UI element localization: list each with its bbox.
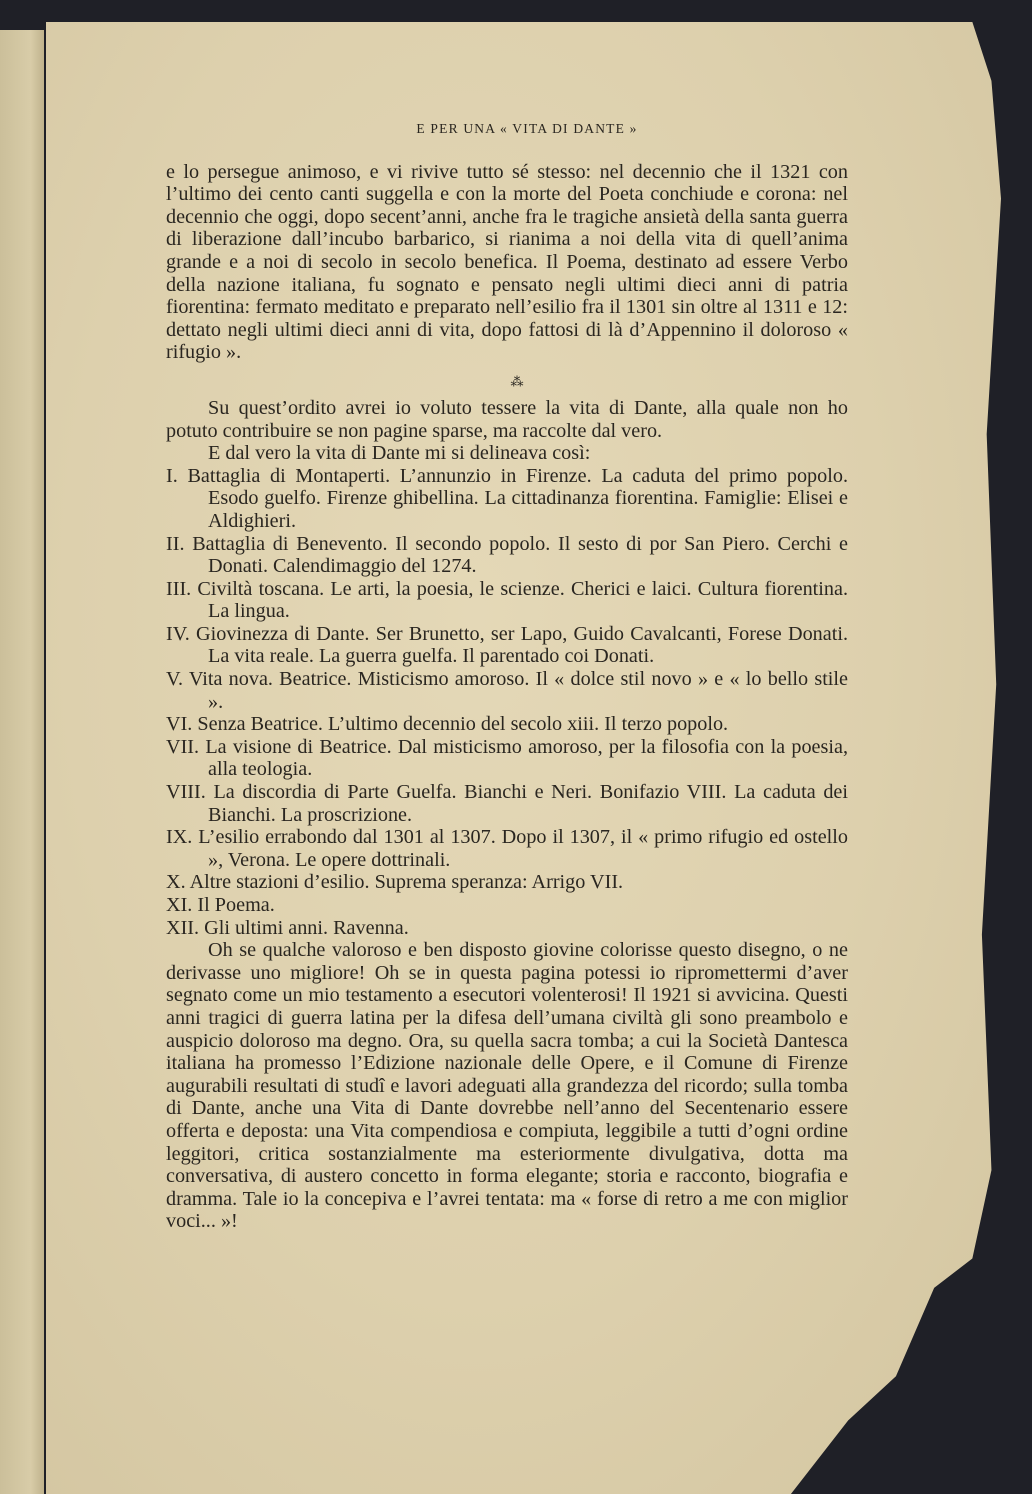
chapter-number: IV. [166, 622, 197, 645]
paragraph-1: e lo persegue animoso, e vi rivive tutto sé stesso: nel decennio che il 1321 con l’ultimo dei cento canti suggella e con la morte del Poeta conchiude e corona: nel decennio che oggi, dopo secent’anni, anche fra le tragiche ansietà della santa guerra di liberazione dall’incubo barbarico, si rianima a noi della vita di quell’anima grande e a noi di secolo in secolo benefica. Il Poema, destinato ad essere Verbo della nazione italiana, fu sognato e pensato negli ultimi dieci anni di patria fiorentina: fermato meditato e preparato nell’esilio fra il 1301 sin oltre al 1311 e 12: dettato negli ultimi dieci anni di vita, dopo fattosi di là d’Appennino il doloroso « rifugio ». [166, 160, 848, 364]
chapter-number: V. [166, 668, 189, 691]
chapter-number: IX. [166, 826, 199, 849]
chapter-text: Vita nova. Beatrice. Misticismo amoroso. Il « dolce stil novo » e « lo bello stile ». [188, 668, 848, 713]
list-item [166, 781, 848, 826]
list-item [166, 623, 848, 668]
list-item [166, 736, 848, 781]
list-item [166, 894, 848, 917]
list-item [166, 826, 848, 871]
facing-page-edge [0, 30, 44, 1494]
chapter-text: Giovinezza di Dante. Ser Brunetto, ser Lapo, Guido Cavalcanti, Forese Donati. La vita reale. La guerra guelfa. Il parentado coi Donati. [196, 622, 848, 668]
list-item [166, 713, 848, 736]
chapter-text: Il Poema. [197, 894, 275, 916]
chapter-number: X. [166, 871, 190, 894]
chapter-number: II. [166, 532, 193, 555]
chapter-number: VIII. [166, 781, 214, 804]
chapter-number: VI. [166, 713, 198, 736]
chapter-number: XII. [166, 916, 205, 939]
list-item [166, 871, 848, 894]
chapter-text: L’esilio errabondo dal 1301 al 1307. Dopo il 1307, il « primo rifugio ed ostello », Verona. Le opere dottrinali. [198, 826, 848, 871]
chapter-number: VII. [166, 735, 206, 758]
chapter-text: Battaglia di Benevento. Il secondo popolo. Il sesto di por San Piero. Cerchi e Donati. Calendimaggio del 1274. [192, 532, 848, 578]
chapter-number: III. [166, 577, 198, 600]
asterism: ⁂ [510, 373, 524, 389]
chapter-text: La discordia di Parte Guelfa. Bianchi e Neri. Bonifazio VIII. La caduta dei Bianchi. La proscrizione. [208, 781, 849, 826]
list-item [166, 533, 848, 578]
chapter-number: XI. [166, 894, 198, 916]
chapter-text: Senza Beatrice. L’ultimo decennio del secolo xiii. Il terzo popolo. [197, 713, 729, 736]
chapter-text: La visione di Beatrice. Dal misticismo amoroso, per la filosofia con la poesia, alla teologia. [205, 735, 848, 781]
paragraph-4: Oh se qualche valoroso e ben disposto giovine colorisse questo disegno, o ne derivasse uno migliore! Oh se in questa pagina potessi io ripromettermi d’aver segnato come un mio testamento a esecutori volenterosi! Il 1921 si avvicina. Questi anni tragici di guerra latina per la difesa dell’umana civiltà gli sono preambolo e auspicio doloroso ma degno. Ora, su quella sacra tomba; a cui la Società Dantesca italiana ha promesso l’Edizione nazionale delle Opere, e il Comune di Firenze augurabili resultati di studî e lavori adeguati alla grandezza del ricordo; sulla tomba di Dante, anche una Vita di Dante dovrebbe nell’anno del Secentenario essere offerta e deposta: una Vita compendiosa e compiuta, leggibile a tutti d’ogni ordine leggitori, critica sostanzialmente ma esteriormente divulgativa, dotta ma conversativa, di austero concetto in forma elegante; storia e racconto, biografia e dramma. Tale io la concepiva e l’avrei tentata: ma « forse di retro a me con miglior voci... »! [166, 939, 848, 1233]
list-item [166, 668, 848, 713]
paragraph-3: E dal vero la vita di Dante mi si delineava così: [208, 442, 591, 465]
asterism-ornament [166, 373, 848, 389]
running-head: E PER UNA « VITA DI DANTE » [416, 121, 638, 136]
chapter-text: Gli ultimi anni. Ravenna. [204, 916, 409, 939]
chapter-text: Battaglia di Montaperti. L’annunzio in Firenze. La caduta del primo popolo. Esodo guelfo. Firenze ghibellina. La cittadinanza fiorentina. Famiglie: Elisei e Aldighieri. [187, 464, 848, 532]
page-text [166, 118, 848, 1233]
chapter-text: Altre stazioni d’esilio. Suprema speranza: Arrigo VII. [189, 871, 624, 894]
chapter-text: Civiltà toscana. Le arti, la poesia, le scienze. Cherici e laici. Cultura fiorentina. La lingua. [197, 577, 848, 623]
paragraph-2: Su quest’ordito avrei io voluto tessere la vita di Dante, alla quale non ho potuto contribuire se non pagine sparse, ma raccolte dal vero. [166, 396, 848, 442]
chapter-outline [166, 465, 848, 939]
chapter-number: I. [166, 464, 188, 487]
list-item [166, 465, 848, 533]
list-item [166, 917, 848, 940]
list-item [166, 578, 848, 623]
